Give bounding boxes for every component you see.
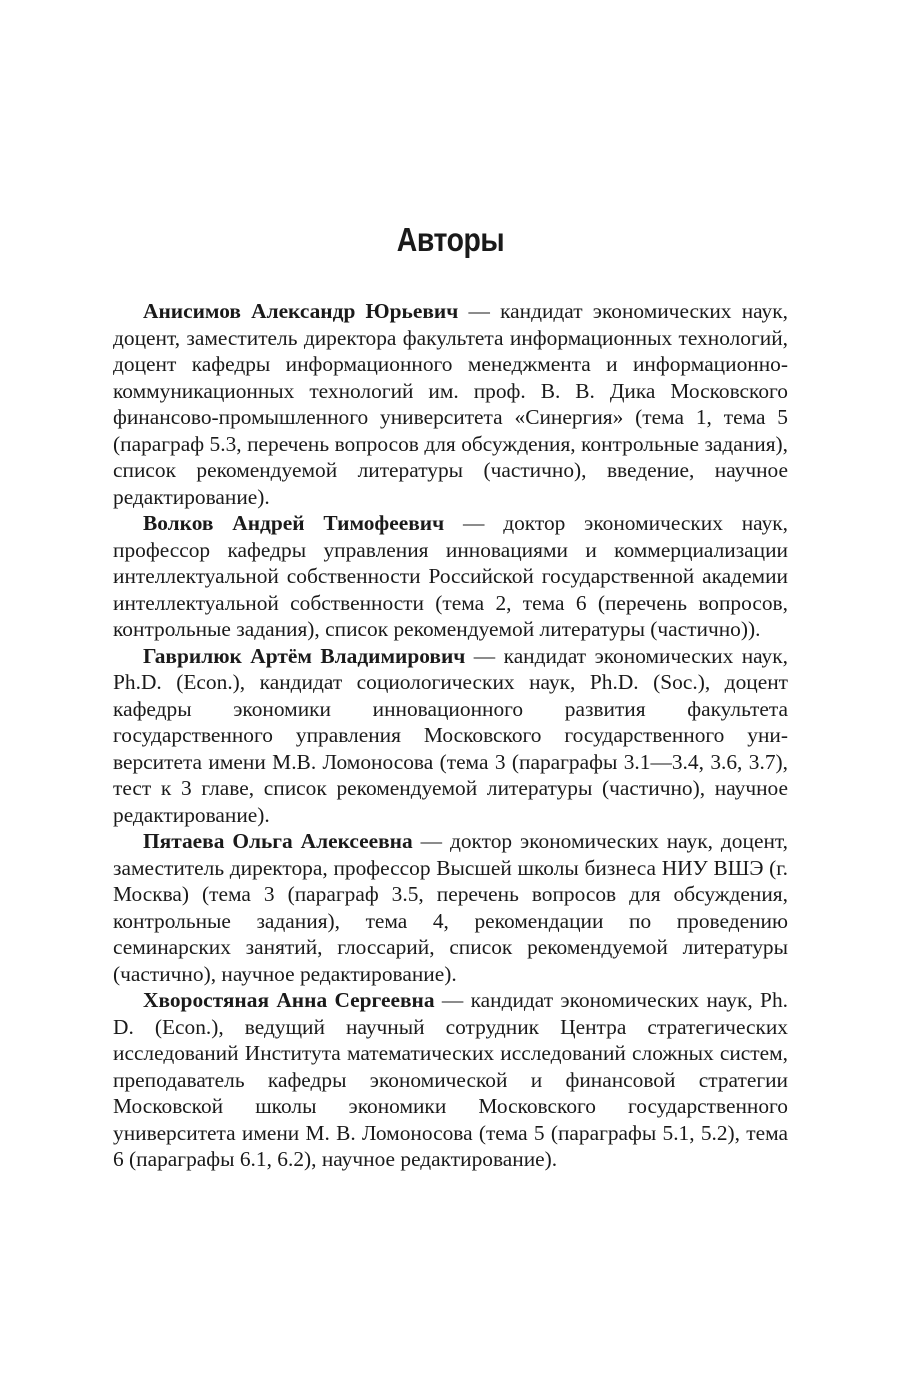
author-description: — кандидат экономических наук, Ph.D. (Econ.), кандидат социологических наук, Ph.D. (Soc.), доцент кафедры экономики инновационного развития факультета государственного управления Московского государственного университета имени М.В. Ломоносова (тема 3 (параграфы 3.1—3.4, 3.6, 3.7), тест к 3 главе, список рекомендуемой литературы (частично), научное редактирование). (113, 643, 789, 827)
author-name: Пятаева Ольга Алексеевна (143, 829, 413, 853)
author-name: Анисимов Александр Юрьевич (143, 299, 459, 323)
author-entry (113, 643, 788, 829)
author-description: — кандидат экономических наук, доцент, заместитель директора факультета информационных технологий, доцент кафедры информационного менеджмента и информационно-коммуникационных технологий им. проф. В. В. Дика Московского финансово-промышленного университета «Синергия» (тема 1, тема 5 (параграф 5.3, перечень вопросов для обсуждения, контрольные задания), список рекомендуемой литературы (частично), введение, научное редактирование). (113, 299, 788, 509)
author-name: Хворостяная Анна Сергеевна (143, 988, 435, 1012)
author-entry (113, 828, 788, 987)
author-name: Гаврилюк Артём Владимирович (143, 643, 466, 668)
author-description: — доктор экономических наук, профессор кафедры управления инновациями и коммерциализации интеллектуальной собственности Российской государственной академии интеллектуальной собственности (тема 2, тема 6 (перечень вопросов, контрольные задания), список рекомендуемой литературы (частично)). (113, 511, 788, 641)
author-name: Волков Андрей Тимофеевич (143, 511, 445, 535)
authors-list (113, 298, 788, 1173)
author-entry (113, 298, 788, 510)
author-entry (113, 987, 788, 1173)
document-page (113, 0, 788, 1382)
author-entry (113, 510, 788, 643)
page-title: Авторы (396, 221, 505, 258)
author-description: — кандидат экономических наук, Ph. D. (Econ.), ведущий научный сотрудник Центра стратегических исследований Института математических исследований сложных систем, преподаватель кафедры экономической и финансовой стратегии Московской школы экономики Московского государственного университета имени М. В. Ломоносова (тема 5 (параграфы 5.1, 5.2), тема 6 (параграфы 6.1, 6.2), научное редактирование). (113, 988, 788, 1171)
author-description: — доктор экономических наук, доцент, заместитель директора, профессор Высшей школы бизнеса НИУ ВШЭ (г. Москва) (тема 3 (параграф 3.5, перечень вопросов для обсуждения, контрольные задания), тема 4, рекомендации по проведению семинарских занятий, глоссарий, список рекомендуемой литературы (частично), научное редактирование). (113, 829, 788, 986)
